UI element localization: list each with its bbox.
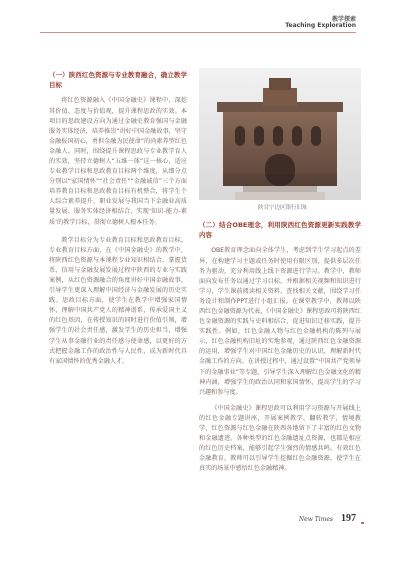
page-header: [0, 0, 402, 36]
header-rule: [40, 32, 356, 33]
photo-caption: 陕甘宁边区银行旧址: [258, 205, 308, 211]
footer-accent: [361, 522, 364, 524]
section-heading: （二）结合OBE理念，利用陕西红色资源更新实践教学内容: [199, 221, 361, 240]
column-title-cn: 教学探索: [331, 16, 356, 23]
column-title-en: Teaching Exploration: [285, 22, 356, 29]
paragraph: OBE教育理念面向全体学生，考虑到学生学习起点的差异，在构建学习主题或任务时使用有限区别，提供多层次任务为驱动，充分利用线上线下资源进行学习。教学中，教师面向发布任务以通过学习目标，并根据相关视频和知识进行学习，学生课前阅读相关资料、查找相关文献，围绕学习任务设计和制作PPT进行小组汇报。在课堂教学中，教师以陕西红色金融资源为代表，《中国金融史》课程思政可将陕西红色金融资源的实践与史料相结合，促进知识迁移实践，提升实践性。例如，红色金融人物与红色金融机构的陈列与展示、红色金融机构旧址的实地参观，通过陕西红色金融资源的运用，增强学生对中国红色金融历史的认识，理解新时代金融工作的方向。在讲授过程中，通过设置“中国共产党领导下的金融事业”等专题，引导学生深入理解红色金融文化的精神内涵，增强学生的政治认同和家国情怀，提高学生的学习兴趣和参与度。: [199, 247, 361, 396]
paragraph: 教学目标分为专业教育目标和思政教育目标。专业教育目标方面，在《中国金融史》的教学中，将陕西红色资源与本课程专业知识相结合，掌握货币、信用与金融发展发展过程中陕西的专业与实践案例，从红色资源融合的角度讲好中国金融故事，引导学生更深入理解中国经济与金融发展的历史实践。思政目标方面，使学生在教学中增强家国情怀，理解中国共产党人的精神谱系，传承爱国主义的红色基因，在传授知识的同时进行价值引领，增强学生的社会责任感，激发学生的历史担当，增强学生从事金融行业的责任感与使命感，以更好的方式把握金融工作的政治性与人民性，成为新时代具有家国情怀的优秀金融人才。: [49, 236, 187, 365]
paragraph: 将红色资源融入《中国金融史》课程中，深挖其价值、态度与价值观，提升课程思政的实效。本项目的思政建设方向为通过金融史教育强国与金融服务实体经济，培养推崇“讲好中国金融故事，坚守金融报国初心，勇担金融为民使命”的尚素养型红色金融人。同时，围绕提升课程思政与专业教学育人的实效，坚持立德树人“五维一体”这一核心，适应专业教学目标和思政教育目标两个维度，从细分点分别以“家国情怀”“社会责任”“金融诚信”三个方面培养教育目标和思政教育目标有机整合，将学生个人综合素养提升、职业发展与我国当下金融业高质量发展、服务实体经济相结合，实现‘知识-能力-素质’的教学目标，贯彻立德树人根本任务。: [49, 97, 187, 226]
building-photo: [199, 68, 361, 200]
paragraph: 《中国金融史》课程思政可以利用学习资源与开展线上的红色金融专题讲座，开展案例教学、翻转教学、情境教学，红色资源与红色金融在陕西各地留下了丰富的红色文物和金融遗迹。各种类型的红色金融遗址点资源，也都是相应的红色历史档案，能够引起学生强烈的情感共鸣。有效红色金融教育，教师可以引导学生挖掘红色金融资源，使学生在真实的场景中感悟红色金融精神。: [199, 404, 361, 473]
magazine-name: New Times: [298, 516, 333, 523]
page-number: 197: [341, 513, 356, 524]
left-column: [49, 70, 187, 375]
right-column: [199, 220, 361, 480]
section-heading: （一）陕西红色资源与专业教育融合，确立教学目标: [49, 71, 187, 90]
